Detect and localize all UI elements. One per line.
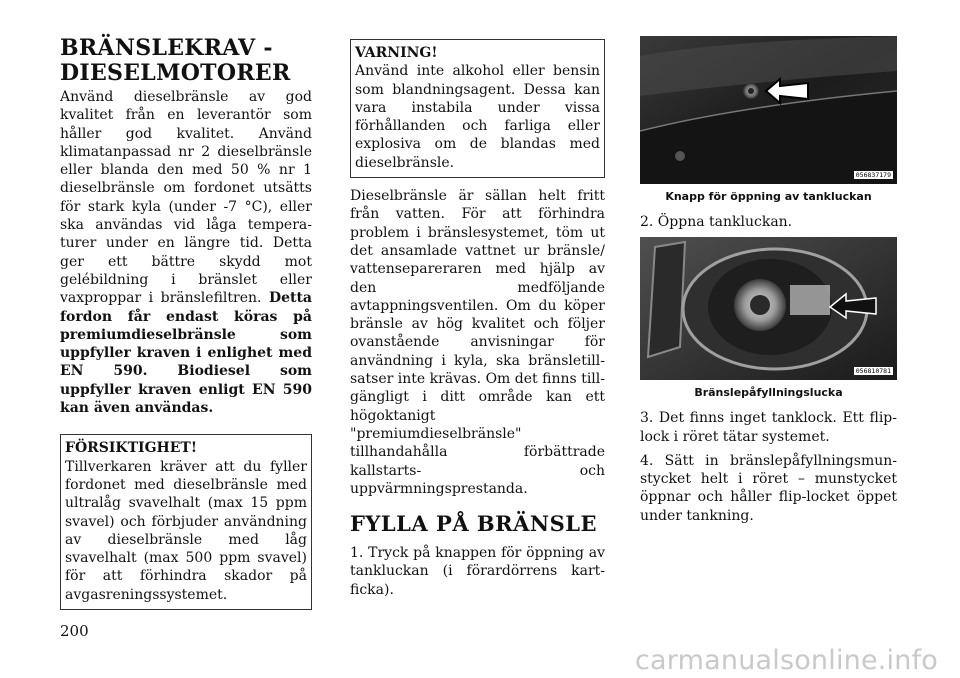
caution-title: FÖRSIKTIGHET! [65,440,197,457]
figure-caption-1: Knapp för öppning av tankluckan [665,190,872,203]
page-number: 200 [60,622,89,640]
door-panel-image [640,36,897,184]
section-title-refueling: FYLLA PÅ BRÄNSLE [350,511,598,537]
right-column [640,36,897,531]
figure-id-1: 056837179 [855,171,891,179]
caution-box [60,434,312,610]
step-4: 4. Sätt in bränslepåfyllningsmunstycket helt i röret – munstycket öppnar och håller flip-locket öppet under tankning. [640,452,897,524]
step-3: 3. Det finns inget tanklock. Ett flip-lock i röret tätar systemet. [640,410,897,445]
middle-column [350,36,605,599]
step-2: 2. Öppna tankluckan. [640,214,793,230]
fuel-requirements-paragraph [60,88,312,417]
watermark: carmanualsonline.info [635,645,938,676]
fuel-door-button-photo [640,36,897,184]
step-1: 1. Tryck på knappen för öppning av tankluckan (i förardörrens kartficka). [350,545,605,598]
section-title-fuel-requirements [60,36,312,86]
water-paragraph: Dieselbränsle är sällan helt fritt från vatten. För att förhindra problem i bränslesystemet, töm ut det ansamlade vattnet ur bränsle/ vattenseparerаren med hjälp av den medföljande avtappningsventilen. Om du köper bränsle av hög kvalitet och följer ovanstående anvisningar för användning i kyla, ska bränsletillsatser inte krävas. Om det finns tillgängligt i ditt område kan ett högoktanigt "premiumdieselbränsle" tillhandahålla förbättrade kallstarts- och uppvärmningsprestanda. [350,188,605,497]
warning-text: Använd inte alkohol eller bensin som blandningsagent. Dessa kan vara instabila under vissa förhållanden och farliga eller explosiva om de blandas med dieselbränsle. [355,63,600,171]
warning-title: VARNING! [355,45,438,61]
fuel-requirements-bold-text: Detta fordon får endast köras på premiumdieselbränsle som uppfyller kraven i enlighet med EN 590. Biodiesel som uppfyller kraven enligt EN 590 kan även användas. [60,290,312,417]
fuel-requirements-text: Använd dieselbränsle av god kvalitet från en leverantör som håller god kvalitet. Använd klimatanpassad nr 2 dieselbränsle eller blanda den med 50 % nr 1 dieselbränsle om fordonet utsätts för stark kyla (under -7 °C), eller ska användas vid låga temperaturer under en längre tid. Detta ger ett bättre skydd mot gelébildning i bränslet eller vaxproppar i bränslefiltren. [60,89,312,307]
warning-box [350,39,605,178]
section-title-line1: BRÄNSLEKRAV - [60,35,273,61]
left-column [60,36,312,610]
figure-caption-2: Bränslepåfyllningslucka [694,386,843,400]
section-title-line2: DIESELMOTORER [60,60,291,86]
filler-door-image [640,237,897,380]
figure-id-2: 056810781 [855,367,891,376]
fuel-filler-door-photo [640,237,897,380]
caution-text: Tillverkaren kräver att du fyller fordonet med dieselbränsle med ultralåg svavelhalt (max 15 ppm svavel) och förbjuder användning av dieselbränsle med låg svavelhalt (max 500 ppm svavel) för att förhindra skador på avgasreningssystemet. [65,458,307,603]
